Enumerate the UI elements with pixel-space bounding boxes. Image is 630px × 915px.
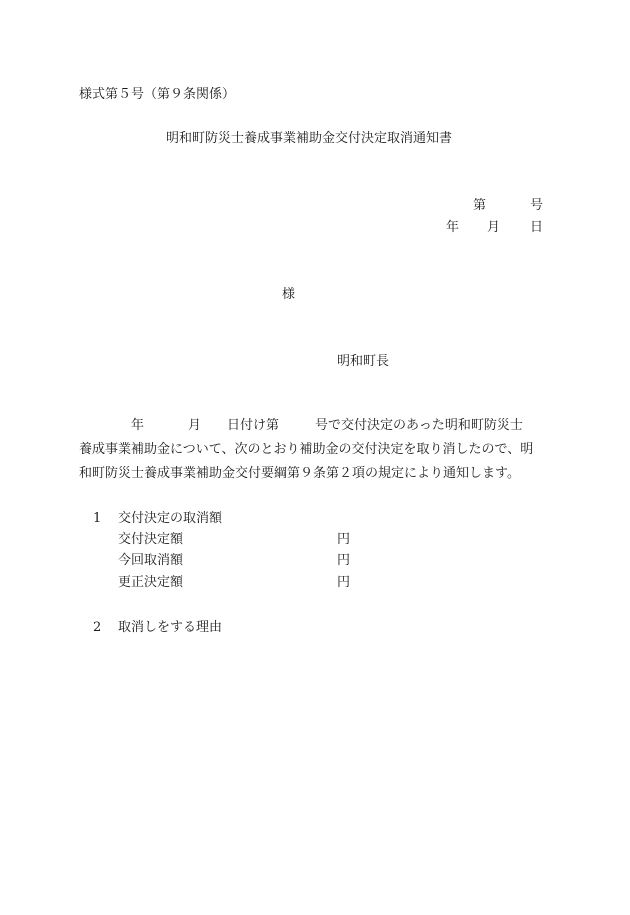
body-line-1 (79, 414, 549, 438)
body-paragraph (79, 414, 549, 486)
date-day: 日 (530, 220, 544, 235)
body-line-3: 和町防災士養成事業補助金交付要綱第９条第２項の規定により通知します。 (79, 466, 520, 481)
section-1-title: 交付決定の取消額 (118, 511, 223, 526)
form-label: 様式第５号（第９条関係） (79, 87, 236, 102)
row-label: 交付決定額 (118, 532, 184, 547)
body-year: 年 (131, 418, 145, 433)
section-1-number: 1 (93, 511, 102, 526)
addressee-honorific: 様 (282, 287, 296, 302)
body-line-2: 養成事業補助金について、次のとおり補助金の交付決定を取り消したので、明 (79, 442, 534, 457)
body-line1-rest: 号で交付決定のあった明和町防災士 (315, 418, 523, 433)
body-day-number: 日付け第 (227, 418, 280, 433)
section-2-title: 取消しをする理由 (118, 620, 223, 635)
row-unit: 円 (337, 553, 351, 568)
sender-name: 明和町長 (337, 354, 390, 369)
row-unit: 円 (337, 575, 351, 590)
row-label: 更正決定額 (118, 575, 184, 590)
section-2-number: 2 (93, 620, 102, 635)
row-label: 今回取消額 (118, 553, 184, 568)
row-unit: 円 (337, 532, 351, 547)
body-month: 月 (188, 418, 202, 433)
date-month: 月 (487, 220, 501, 235)
number-suffix: 号 (530, 198, 544, 213)
date-year: 年 (446, 220, 460, 235)
document-title: 明和町防災士養成事業補助金交付決定取消通知書 (166, 131, 453, 146)
number-prefix: 第 (473, 198, 487, 213)
